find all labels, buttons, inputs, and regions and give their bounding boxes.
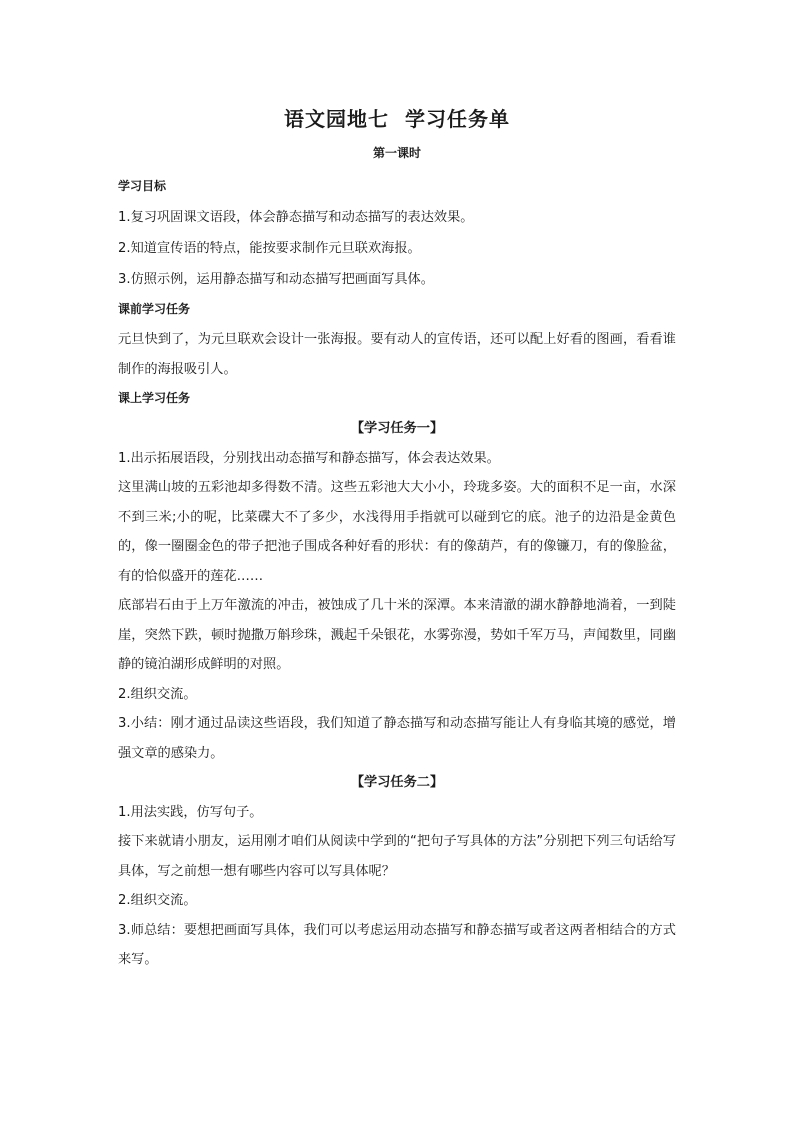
task1-passage2: 底部岩石由于上万年激流的冲击，被蚀成了几十米的深潭。本来清澈的湖水静静地淌着，一到陡崖，突然下跌，顿时抛撒万斛珍珠，溅起千朵银花，水雾弥漫，势如千军万马，声闻数里，同幽静的镜泊湖形成鲜明的对照。	[118, 598, 676, 672]
preclass-heading: 课前学习任务	[118, 302, 191, 316]
document-title: 语文园地七 学习任务单	[284, 107, 510, 131]
inclass-heading: 课上学习任务	[118, 391, 191, 405]
goals-section	[118, 174, 676, 295]
preclass-text: 元旦快到了，为元旦联欢会设计一张海报。要有动人的宣传语，还可以配上好看的图画，看看谁制作的海报吸引人。	[118, 332, 676, 377]
task1-passage1: 这里满山坡的五彩池却多得数不清。这些五彩池大大小小，玲珑多姿。大的面积不足一亩，水深不到三米;小的呢，比菜碟大不了多少，水浅得用手指就可以碰到它的底。池子的边沿是金黄色的，像一圈圈金色的带子把池子围成各种好看的形状：有的像葫芦，有的像镰刀，有的像脸盆，有的恰似盛开的莲花……	[118, 480, 676, 584]
goals-list	[118, 202, 676, 295]
goal-item: 3.仿照示例，运用静态描写和动态描写把画面写具体。	[118, 272, 434, 287]
task2-block	[118, 768, 676, 975]
task2-intro: 接下来就请小朋友，运用刚才咱们从阅读中学到的“把句子写具体的方法”分别把下列三句话给写具体，写之前想一想有哪些内容可以写具体呢？	[118, 834, 676, 879]
task1-block	[118, 414, 676, 768]
inclass-section	[118, 386, 676, 975]
goal-item: 1.复习巩固课文语段，体会静态描写和动态描写的表达效果。	[118, 210, 474, 225]
task2-step3: 3.师总结：要想把画面写具体，我们可以考虑运用动态描写和静态描写或者这两者相结合的方式来写。	[118, 922, 676, 967]
document-subtitle: 第一课时	[372, 146, 421, 160]
task1-step3: 3.小结：刚才通过品读这些语段，我们知道了静态描写和动态描写能让人有身临其境的感觉，增强文章的感染力。	[118, 716, 676, 761]
task2-heading: 【学习任务二】	[350, 775, 444, 790]
task2-step1: 1.用法实践，仿写句子。	[118, 804, 263, 820]
preclass-section	[118, 297, 676, 384]
task1-heading: 【学习任务一】	[350, 421, 444, 436]
task1-step1: 1.出示拓展语段，分别找出动态描写和静态描写，体会表达效果。	[118, 450, 500, 466]
goals-heading: 学习目标	[118, 179, 167, 193]
task1-step2: 2.组织交流。	[118, 686, 197, 702]
goal-item: 2.知道宣传语的特点，能按要求制作元旦联欢海报。	[118, 241, 421, 256]
task2-step2: 2.组织交流。	[118, 893, 197, 908]
